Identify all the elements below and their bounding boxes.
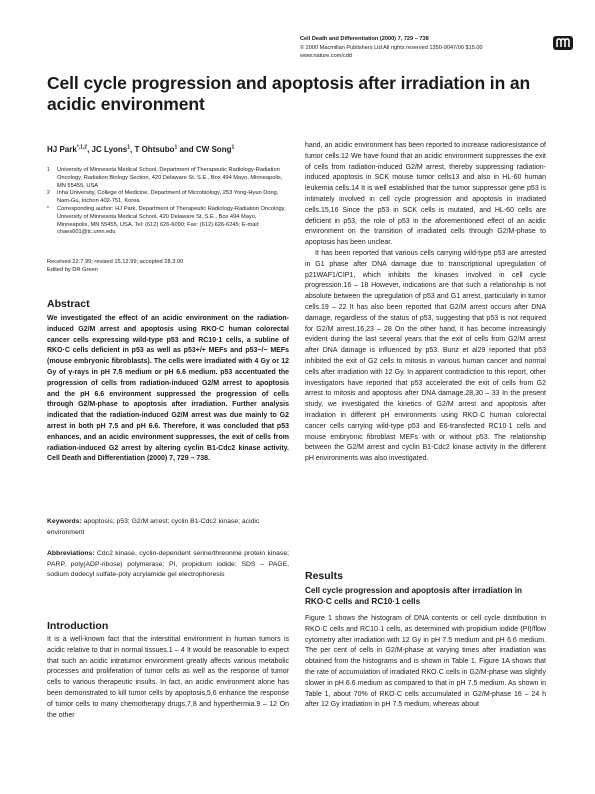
- author-marker: *,1,2: [76, 144, 88, 151]
- keywords-text: apoptosis; p53; G2/M arrest; cyclin B1-Cdc2 kinase; acidic environment: [47, 518, 260, 536]
- abstract-text: We investigated the effect of an acidic environment on the radiation-induced G2/M arrest and apoptosis using RKO·C human colorectal cancer cells expressing wild-type p53 and RC10·1 cells, a subline of RKO·C cells deficient in p53 as well as p53+/+ MEFs and p53−/− MEFs (mouse embryonic fibroblasts). The cells were irradiated with 4 Gy or 12 Gy of γ-rays in pH 7.5 medium or pH 6.6 medium. p53 accentuated the progression of cells from radiation-induced G2/M arrest to apoptosis and the pH 6.6 environment suppressed the progression of cells through G2/M-phase to apoptosis after irradiation. Further analysis indicated that the radiation-induced G2/M arrest was due mainly to G2 arrest in both pH 7.5 and pH 6.6. Therefore, it was concluded that p53 enhances, and an acidic environment suppresses, the exit of cells from radiation-induced G2 arrest by altering cyclin B1-Cdc2 kinase activity. Cell Death and Differentiation (2000) 7, 729 – 738.: [47, 315, 289, 463]
- introduction-text: It is a well-known fact that the interstitial environment in human tumors is acidic relative to that in normal tissues.1 – 4 It would be reasonable to expect that such an acidic intratumor environment greatly affects various metabolic processes and proliferation of tumor cells as well as the response of tumor cells to various therapeutic insults. In fact, an acidic environment alone has been demonstrated to kill tumor cells by apoptosis,5,6 enhance the response of tumor cells to many chemotherapy drugs,7,8 and hyperthermia.9 – 12 On the other: [47, 636, 289, 719]
- body-paragraph: It has been reported that various cells carrying wild-type p53 are arrested in G1 phase after DNA damage due to transcriptional upregulation of p21WAF1/CIP1, which inhibits the kinases involved in cell cycle progression.16 – 18 However, indications are that such a relationship is not absolute between the upregulation of p53 and G1 arrest, particularly in tumor cells.19 – 22 It has also been reported that G2/M arrest occurs after DNA damage, regardless of the status of p53, suggesting that p53 is not required for G2/M arrest.16,23 – 28 On the other hand, it has become increasingly evident during the last several years that the exit of cells from G2/M arrest after DNA damage is influenced by p53. Bunz et al29 reported that p53 inhibited the exit of G2 cells to mitosis in various human cancer and normal cells after irradiation with 12 Gy. In apparent contradiction to this report, other investigators have reported that p53 accelerated the exit of cells from G2 arrest to mitosis and apoptosis after DNA damage.28,30 – 33 In the present study, we investigated the kinetics of G2/M arrest and apoptosis after irradiation in different pH environments using RKO·C human colorectal cancer cells carrying wild-type p53 and E6-transfected RC10·1 cells and mouse embryonic fibroblast MEFs with or without p53. The relationship between the G2/M arrest and cyclin B1-Cdc2 kinase activity in the different pH environments was also investigated.: [305, 249, 546, 463]
- author-marker: 1: [174, 144, 178, 151]
- running-header: [300, 35, 540, 61]
- affiliation-item: [47, 190, 287, 206]
- author-name: , JC Lyons: [87, 145, 128, 154]
- affiliation-item: [47, 206, 287, 237]
- article-title: Cell cycle progression and apoptosis after irradiation in an acidic environment: [47, 73, 531, 114]
- affiliation-text: Corresponding author: HJ Park, Department of Therapeutic Radiology-Radiation Oncology, University of Minnesota Medical School, 420 Delaware St. S.E., Box 494 Mayo, Minneapolis, MN 55455, USA. Tel: (612) 626-6090; Fax: (612) 626-6245; E-mail: chaex001@tc.umn.edu: [57, 205, 286, 236]
- author-marker: 1: [231, 144, 235, 151]
- copyright-line: © 2000 Macmillan Publishers Ltd All rights reserved 1350-9047/00 $15.00: [300, 44, 483, 51]
- abstract-heading: Abstract: [47, 298, 90, 310]
- abbreviations: [47, 549, 289, 581]
- abbreviations-text: Cdc2 kinase, cyclin-dependent serine/threonine protein kinase; PARP, poly(ADP-ribose) polymerase; PI, propidium iodide; SDS – PAGE, sodium dodecyl sulfate-poly acrylamide gel electrophoresis: [47, 550, 289, 578]
- author-marker: 1: [127, 144, 131, 151]
- abbreviations-label: Abbreviations:: [47, 550, 95, 557]
- affiliation-marker: 1: [47, 167, 50, 173]
- article-dates: [47, 258, 287, 274]
- introduction-heading: Introduction: [47, 620, 109, 632]
- author-name: and CW Song: [177, 145, 232, 154]
- results-subheading: Cell cycle progression and apoptosis after irradiation in RKO·C cells and RC10·1 cells: [305, 586, 523, 606]
- author-name: , T Ohtsubo: [130, 145, 175, 154]
- affiliation-item: [47, 167, 287, 190]
- publisher-logo-icon: [553, 36, 573, 50]
- affiliation-text: Inha University, College of Medicine, Department of Microbiology, 253 Yong-Hyun Dong, Nam-Gu, Inchon 402-751, Korea: [57, 190, 279, 205]
- affiliations: [47, 167, 287, 237]
- author-name: HJ Park: [47, 145, 77, 154]
- affiliation-text: University of Minnesota Medical School, Department of Therapeutic Radiology-Radiation Oncology, Radiation Biology Section, 420 Delaware St. S.E., Box 494 Mayo, Minneapolis, MN 55455, USA: [57, 167, 283, 189]
- author-list: [47, 145, 234, 154]
- results-heading: Results: [305, 570, 343, 582]
- body-paragraph: hand, an acidic environment has been reported to increase radioresistance of tumor cells.12 We have found that an acidic environment suppresses the exit of cells from radiation-induced G2/M arrest, thereby suppressing radiation-induced apoptosis in SCK mouse tumor cells13 and also in HL-60 human leukemia cells.14 It is well established that the tumor suppressor gene p53 is intimately involved in cell cycle progression and apoptosis in irradiated cells.15,16 Since the p53 in SCK cells is mutated, and HL-60 cells are deficient in p53, the role of p53 in the aforementioned effect of an acidic environment on the transition of irradiated cells through G2/M-phase to apoptosis has been unclear.: [305, 142, 546, 247]
- affiliation-marker: 2: [47, 190, 50, 197]
- received-dates: Received 22.7.99; revised 15.12.99; accepted 28.3.00: [47, 259, 184, 265]
- right-column-body: [305, 141, 546, 465]
- journal-citation: Cell Death and Differentiation (2000) 7, 729 – 738: [300, 36, 429, 42]
- keywords-label: Keywords:: [47, 518, 82, 525]
- keywords: [47, 517, 289, 538]
- results-text: Figure 1 shows the histogram of DNA contents or cell cycle distribution in RKO·C cells and RC10·1 cells, as determined with propidium iodide (PI)/flow cytometry after irradiation with 12 Gy in pH 7.5 medium and pH 6.6 medium. The per cent of cells in G2/M-phase at varying times after irradiation was obtained from the histograms and is shown in Table 1. Figure 1A shows that the rate of accumulation of irradiated RKO·C cells in G2/M-phase was slightly slower in pH 6.6 medium as compared to that in pH 7.5 medium. As shown in Table 1, about 70% of RKO·C cells accumulated in G2/M-phase 16 – 24 h after 12 Gy irradiation in pH 7.5 medium, whereas about: [305, 615, 546, 709]
- journal-url[interactable]: www.nature.com/cdd: [300, 53, 352, 60]
- affiliation-marker: *: [47, 205, 49, 212]
- editor-line: Edited by DR Green: [47, 267, 98, 273]
